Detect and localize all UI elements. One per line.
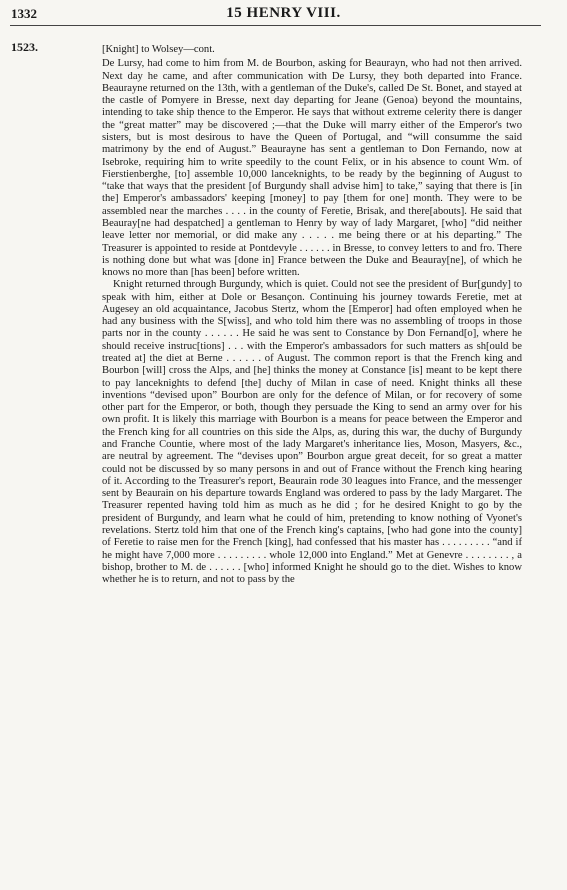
paragraph-2: Knight returned through Burgundy, which is quiet. Could not see the president of Bur[gundy] to speak with him, either at Dole or Besançon. Continuing his journey towards Feretie, met at Augesey an old acquaintance, Jacobus Stertz, whom the [Emperor] had often employed when he had any business with the S[wiss], and who told him there was no assembling of troops in those parts nor in the county . . . . . . He said he was sent to Constance by Don Fernand[o], where he should receive instruc[tions] . . . with the Emperor's ambassadors for such matters as sh[ould be treated at] the diet at Berne . . . . . . of August. The common report is that the French king and Bourbon [will] cross the Alps, and [he] thinks the money at Constance [is] meant to be kept there to pay lanceknights to defend [the] duchy of Milan in case of need. Knight thinks all these inventions “devised upon” Bourbon are only for the defence of Milan, or for recovery of some other part for the Emperor, or both, though they persuade the King to send an army over for his own profit. It is likely this marriage with Bourbon is a means for peace between the Emperor and the French king for all countries on this side the Alps, as, during this war, the duchy of Burgundy and Franche Countie, where most of the lady Margaret's inheritance lies, Moson, Masyers, &c., are neutral by agreement. The “devises upon” Bourbon argue great deceit, for so great a matter could not be discussed by so many persons in and out of France without the French king hearing of it. According to the Treasurer's report, Beaurain rode 30 leagues into France, and the messenger sent by Beaurain on his departure towards England was ordered to pass by the lady Margaret. The Treasurer repented having told him as much as he did ; for he desired Knight to go by the president of Burgundy, and learn what he could of him, pretending to know nothing of Vyonet's revelations. Stertz told him that one of the French king's captains, [who had gone into the county] of Feretie to raise men for the French [king], had confessed that his master has . . . . . . . . . “and if he might have 7,000 more . . . . . . . . . whole 12,000 into England.” Met at Genevre . . . . . . . . , a bishop, brother to M. de . . . . . . [who] informed Knight he should go to the diet. Wishes to know whether he is to return, and not to pass by the: [102, 279, 522, 586]
running-head: 15 HENRY VIII.: [226, 5, 341, 21]
margin-year: 1523.: [11, 40, 38, 54]
letter-heading: [102, 44, 522, 56]
header-rule: [10, 25, 541, 26]
document-body: [102, 44, 522, 586]
page-number: 1332: [11, 6, 37, 21]
letter-heading-text: [Knight] to Wolsey—cont.: [102, 44, 215, 55]
paragraph-1: De Lursy, had come to him from M. de Bourbon, asking for Beaurayn, who had not then arrived. Next day he came, and after communication with De Lursy, they both departed into France. Beaurayne returned on the 13th, with a gentleman of the Duke's, called De St. Bonet, and stayed at the castle of Pomyere in Bresse, next day departing for Jeane (Genoa) beyond the mountains, intending to take ship thence to the Emperor. He says that without extreme celerity there is danger the “great matter” may be discovered ;—that the Duke will marry either of the Emperor's two sisters, but is most desirous to have the Queen of Portugal, and “will consumme the said matrimony by the end of August.” Beaurayne has sent a gentleman to Don Fernando, now at Isebroke, requiring him to write speedily to the count Felix, or in his absence to count Wm. of Fierstienberghe, [to] assemble 10,000 lanceknights, to be ready by the beginning of August to “take that ways that the president [of Burgundy shall advise him] to take,” saying that there is [in the] Emperor's ambassadors' keeping [money] to pay [them for one] month. They were to be assembled near the marches . . . . in the county of Feretie, Brisak, and there[abouts]. He said that Beauray[ne had despatched] a gentleman to Henry by way of lady Margaret, [who] “did neither leave letter nor memorial, or did make any . . . . . me being there or at his departing.” The Treasurer is appointed to reside at Pontdevyle . . . . . . in Bresse, to convey letters to and fro. There is nothing done but what was [done in] France between the Duke and Beauray[ne], of which he knows no more than [has been] before written.: [102, 58, 522, 279]
